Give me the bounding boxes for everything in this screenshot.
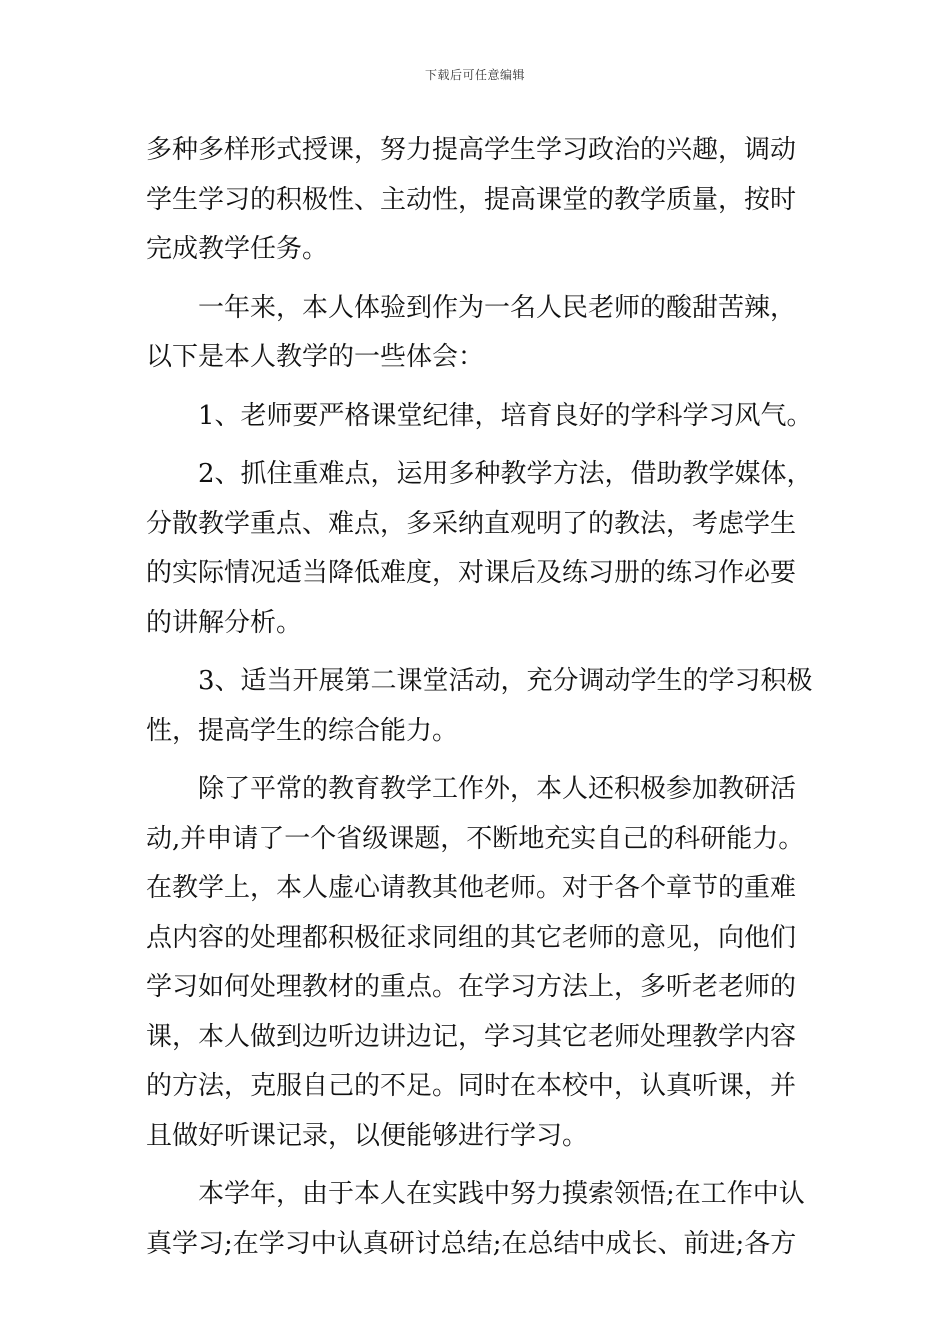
text-line: 点内容的处理都积极征求同组的其它老师的意见，向他们	[146, 922, 797, 953]
text-line: 在教学上，本人虚心请教其他老师。对于各个章节的重难	[146, 873, 797, 903]
text-line: 动,并申请了一个省级课题，不断地充实自己的科研能力。	[146, 823, 805, 854]
text-line: 真学习;在学习中认真研讨总结;在总结中成长、前进;各方	[146, 1228, 797, 1259]
text-line: 且做好听课记录，以便能够进行学习。	[146, 1120, 589, 1151]
list-item-3: 3、适当开展第二课堂活动，充分调动学生的学习积极	[198, 666, 813, 696]
list-item-1: 1、老师要严格课堂纪律，培育良好的学科学习风气。	[198, 400, 813, 431]
text-line: 学生学习的积极性、主动性，提高课堂的教学质量，按时	[146, 184, 797, 215]
text-line: 的讲解分析。	[146, 607, 303, 638]
text-line: 性，提高学生的综合能力。	[146, 715, 459, 746]
page-header: 下载后可任意编辑	[424, 68, 525, 82]
paragraph-start: 本学年，由于本人在实践中努力摸索领悟;在工作中认	[198, 1179, 805, 1209]
text-line: 完成教学任务。	[146, 234, 329, 264]
text-line: 学习如何处理教材的重点。在学习方法上，多听老老师的	[146, 972, 797, 1002]
list-item-2: 2、抓住重难点，运用多种教学方法，借助教学媒体，	[198, 459, 813, 489]
paragraph-start: 除了平常的教育教学工作外，本人还积极参加教研活	[198, 774, 797, 804]
text-line: 的实际情况适当降低难度，对课后及练习册的练习作必要	[146, 558, 797, 588]
text-line: 以下是本人教学的一些体会：	[146, 342, 485, 372]
text-line: 课，本人做到边听边讲边记，学习其它老师处理教学内容	[146, 1021, 797, 1052]
text-line: 的方法，克服自己的不足。同时在本校中，认真听课，并	[146, 1071, 797, 1101]
text-line: 多种多样形式授课，努力提高学生学习政治的兴趣，调动	[146, 135, 797, 165]
paragraph-start: 一年来，本人体验到作为一名人民老师的酸甜苦辣，	[198, 292, 797, 323]
document-body	[146, 126, 813, 1269]
text-line: 分散教学重点、难点，多采纳直观明了的教法，考虑学生	[146, 508, 797, 539]
